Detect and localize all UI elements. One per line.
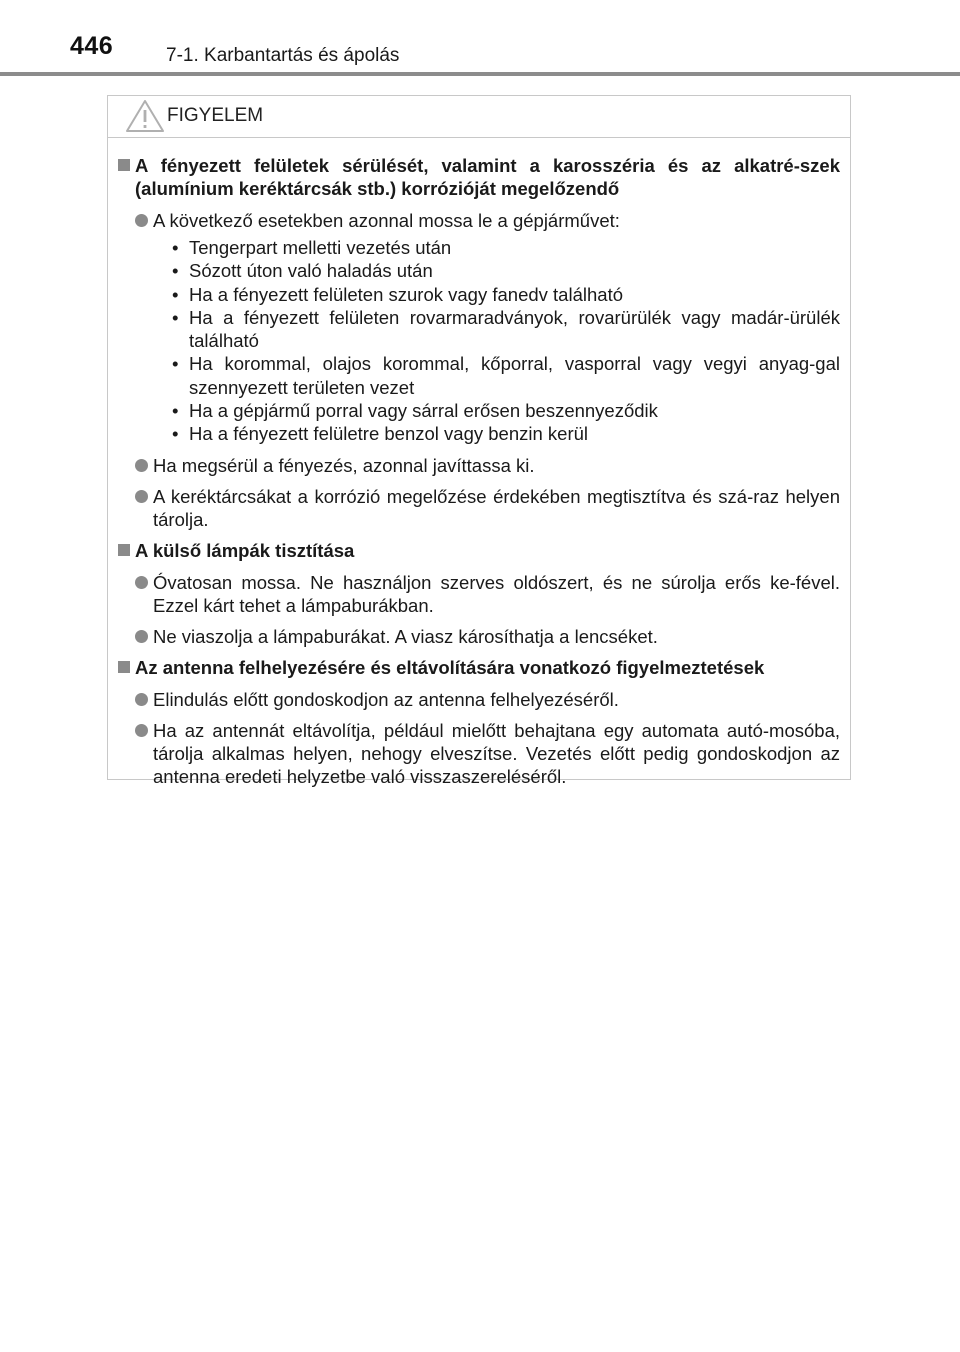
page-header [0, 0, 960, 80]
sub-list-item-text: Sózott úton való haladás után [189, 260, 433, 282]
list-item-text: A keréktárcsákat a korrózió megelőzése érdekében megtisztítva és szá-raz helyen tárolja. [153, 485, 840, 530]
sub-list-item [172, 352, 840, 399]
list-item [135, 571, 840, 617]
list-item [135, 719, 840, 788]
bullet-dot-icon: • [172, 306, 179, 328]
bullet-dot-icon: • [172, 353, 179, 375]
section-heading [118, 154, 840, 200]
header-divider [0, 72, 960, 76]
square-bullet-icon [118, 159, 130, 171]
list-item [135, 625, 840, 648]
page-number: 446 [70, 32, 114, 60]
list-item [135, 485, 840, 531]
circle-bullet-icon [135, 490, 148, 503]
list-item-text: Óvatosan mossa. Ne használjon szerves oldószert, és ne súrolja erős ke-fével. Ezzel kárt tehet a lámpaburákban. [153, 571, 840, 616]
sub-list [118, 236, 840, 446]
sub-list-item [172, 283, 840, 306]
list-item-text: Ne viaszolja a lámpaburákat. A viasz károsíthatja a lencséket. [153, 625, 658, 647]
section-heading [118, 539, 840, 562]
warning-triangle-icon [125, 99, 165, 133]
sub-list-item-text: Tengerpart melletti vezetés után [189, 237, 452, 258]
circle-bullet-icon [135, 724, 148, 737]
circle-bullet-icon [135, 576, 148, 589]
sub-list-item-text: Ha a fényezett felületre benzol vagy benzin kerül [189, 423, 589, 445]
section-heading-text: A külső lámpák tisztítása [135, 539, 355, 561]
circle-bullet-icon [135, 630, 148, 643]
section-heading-text: Az antenna felhelyezésére és eltávolítására vonatkozó figyelmeztetések [135, 656, 765, 678]
circle-bullet-icon [135, 214, 148, 227]
circle-bullet-icon [135, 693, 148, 706]
sub-list-item [172, 422, 840, 445]
warning-box [107, 95, 851, 787]
sub-list-item-text: Ha a gépjármű porral vagy sárral erősen beszennyeződik [189, 400, 658, 422]
section-title: 7-1. Karbantartás és ápolás [166, 45, 400, 66]
bullet-dot-icon: • [172, 423, 179, 445]
sub-list-item [172, 236, 840, 259]
bullet-dot-icon: • [172, 237, 179, 258]
section-heading-text: A fényezett felületek sérülését, valamint a karosszéria és az alkatré-szek (alumínium keréktárcsák stb.) korrózióját megelőzendő [135, 155, 840, 199]
bullet-dot-icon: • [172, 400, 179, 422]
section-heading [118, 656, 840, 679]
sub-list-item [172, 306, 840, 353]
sub-list-item-text: Ha a fényezett felületen szurok vagy fanedv található [189, 283, 623, 305]
sub-list-item [172, 399, 840, 422]
warning-header [108, 96, 850, 138]
list-item [135, 454, 840, 477]
sub-list-item-text: Ha a fényezett felületen rovarmaradványok, rovarürülék vagy madár-ürülék található [189, 306, 840, 352]
list-item [135, 209, 840, 232]
circle-bullet-icon [135, 459, 148, 472]
list-item-text: A következő esetekben azonnal mossa le a gépjárművet: [153, 210, 620, 231]
sub-list-item-text: Ha korommal, olajos korommal, kőporral, vasporral vagy vegyi anyag-gal szennyezett területen vezet [189, 353, 840, 398]
bullet-dot-icon: • [172, 260, 179, 282]
list-item-text: Elindulás előtt gondoskodjon az antenna felhelyezéséről. [153, 688, 619, 710]
list-item-text: Ha megsérül a fényezés, azonnal javíttassa ki. [153, 454, 535, 476]
sub-list-item [172, 259, 840, 282]
bullet-dot-icon: • [172, 283, 179, 305]
square-bullet-icon [118, 661, 130, 673]
list-item-text: Ha az antennát eltávolítja, például mielőtt behajtana egy automata autó-mosóba, tárolja alkalmas helyen, nehogy elveszítse. Vezetés előtt pedig gondoskodjon az antenna eredeti helyzetbe való visszaszereléséről. [153, 719, 840, 787]
warning-label: FIGYELEM [167, 105, 264, 126]
square-bullet-icon [118, 544, 130, 556]
warning-body [108, 138, 850, 788]
list-item [135, 688, 840, 711]
